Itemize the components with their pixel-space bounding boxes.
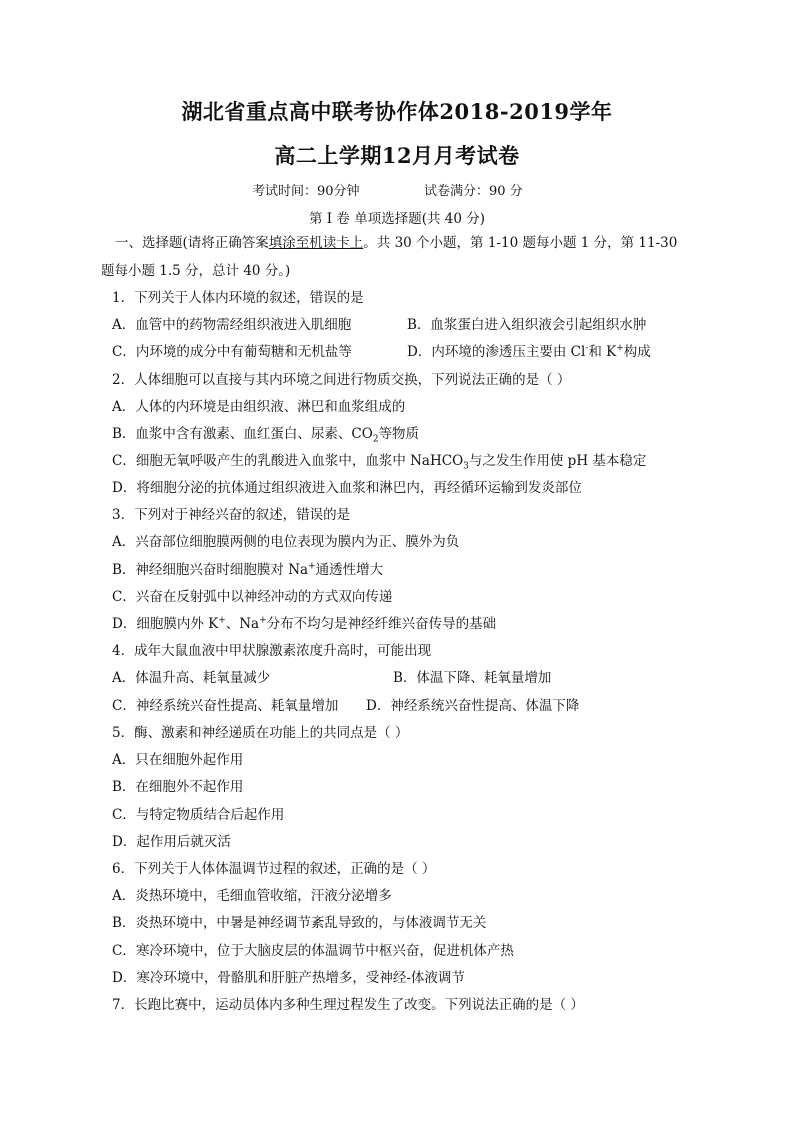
q4-option-c: C．神经系统兴奋性提高、耗氧量增加 (112, 698, 339, 714)
q4-option-d: D．神经系统兴奋性提高、体温下降 (366, 698, 580, 714)
q5-stem: 5．酶、激素和神经递质在功能上的共同点是（ ） (112, 725, 409, 741)
section-heading: 第 I 卷 单项选择题(共 40 分) (308, 211, 485, 227)
q3-option-b (112, 561, 383, 579)
q3-option-a: A．兴奋部位细胞膜两侧的电位表现为膜内为正、膜外为负 (112, 534, 460, 550)
q1-option-a: A．血管中的药物需经组织液进入肌细胞 (112, 317, 352, 333)
q2-b-text: B．血浆中含有激素、血红蛋白、尿素、CO (112, 426, 373, 442)
full-score: 试卷满分：90 分 (424, 184, 523, 199)
exam-time: 考试时间：90分钟 (252, 184, 360, 199)
q3-d-sup: + (218, 615, 226, 626)
q6-option-c: C．寒冷环境中，位于大脑皮层的体温调节中枢兴奋，促进机体产热 (112, 943, 514, 959)
q6-option-a: A．炎热环境中，毛细血管收缩，汗液分泌增多 (112, 888, 392, 904)
q3-option-c: C．兴奋在反射弧中以神经冲动的方式双向传递 (112, 589, 393, 605)
q3-b-sup: + (308, 561, 316, 572)
q5-option-c: C．与特定物质结合后起作用 (112, 807, 285, 823)
exam-title-line1: 湖北省重点高中联考协作体2018-2019学年 (181, 99, 613, 124)
q5-option-d: D．起作用后就灭活 (112, 834, 231, 850)
q1-option-b: B．血浆蛋白进入组织液会引起组织水肿 (407, 317, 647, 333)
q3-d-sup2: + (259, 615, 267, 626)
q2-option-d: D．将细胞分泌的抗体通过组织液进入血浆和淋巴内，再经循环运输到发炎部位 (112, 480, 582, 496)
q1-option-d (407, 343, 651, 361)
q1-option-c: C．内环境的成分中有葡萄糖和无机盐等 (112, 344, 352, 360)
q1-d-text3: 构成 (623, 344, 651, 360)
instructions-line2: 题每小题 1.5 分，总计 40 分。) (101, 263, 291, 279)
q4-option-b: B．体温下降、耗氧量增加 (393, 670, 552, 686)
q4-option-a: A．体温升高、耗氧量减少 (112, 670, 271, 686)
q1-d-text2: 和 K (588, 344, 617, 360)
q2-c-text: C．细胞无氧呼吸产生的乳酸进入血浆中，血浆中 NaHCO (112, 453, 464, 469)
q1-d-sup: - (585, 343, 589, 354)
instructions-part-c: 。共 30 个小题，第 1-10 题每小题 1 分，第 11-30 (363, 235, 678, 251)
exam-title-line2: 高二上学期12月月考试卷 (274, 143, 520, 168)
q2-option-c (112, 452, 646, 470)
q7-stem: 7．长跑比赛中，运动员体内多种生理过程发生了改变。下列说法正确的是（ ） (112, 997, 584, 1013)
q5-option-a: A．只在细胞外起作用 (112, 752, 244, 768)
q3-d-text2: 、Na (225, 616, 260, 632)
q1-d-text: D．内环境的渗透压主要由 Cl (407, 344, 586, 360)
q3-b-text2: 通透性增大 (315, 562, 384, 578)
q3-d-text: D．细胞膜内外 K (112, 616, 219, 632)
q1-stem: 1．下列关于人体内环境的叙述，错误的是 (112, 290, 364, 306)
instructions-underlined: 填涂至机读卡上 (268, 235, 364, 251)
q4-stem: 4．成年大鼠血液中甲状腺激素浓度升高时，可能出现 (112, 643, 432, 659)
q2-b-sub: 2 (372, 434, 379, 445)
q3-d-text3: 分布不均匀是神经纤维兴奋传导的基础 (266, 616, 497, 632)
q6-stem: 6．下列关于人体体温调节过程的叙述，正确的是（ ） (112, 861, 436, 877)
q2-c-text2: 与之发生作用使 pH 基本稳定 (468, 453, 647, 469)
q2-option-a: A．人体的内环境是由组织液、淋巴和血浆组成的 (112, 399, 406, 415)
q6-option-d: D．寒冷环境中，骨骼肌和肝脏产热增多，受神经-体液调节 (112, 970, 465, 986)
q2-c-sub: 3 (463, 461, 469, 472)
q3-stem: 3．下列对于神经兴奋的叙述，错误的是 (112, 507, 351, 523)
instructions-part-a: 一、选择题(请将正确答案 (115, 235, 269, 251)
q2-stem: 2．人体细胞可以直接与其内环境之间进行物质交换，下列说法正确的是（ ） (112, 372, 571, 388)
q6-option-b: B．炎热环境中，中暑是神经调节紊乱导致的，与体液调节无关 (112, 915, 487, 931)
q2-b-text2: 等物质 (378, 426, 420, 442)
q5-option-b: B．在细胞外不起作用 (112, 779, 244, 795)
q2-option-b (112, 425, 419, 443)
instructions-line1 (115, 234, 677, 252)
q1-d-sup2: + (616, 343, 624, 354)
q3-option-d (112, 615, 496, 633)
q3-b-text: B．神经细胞兴奋时细胞膜对 Na (112, 562, 309, 578)
